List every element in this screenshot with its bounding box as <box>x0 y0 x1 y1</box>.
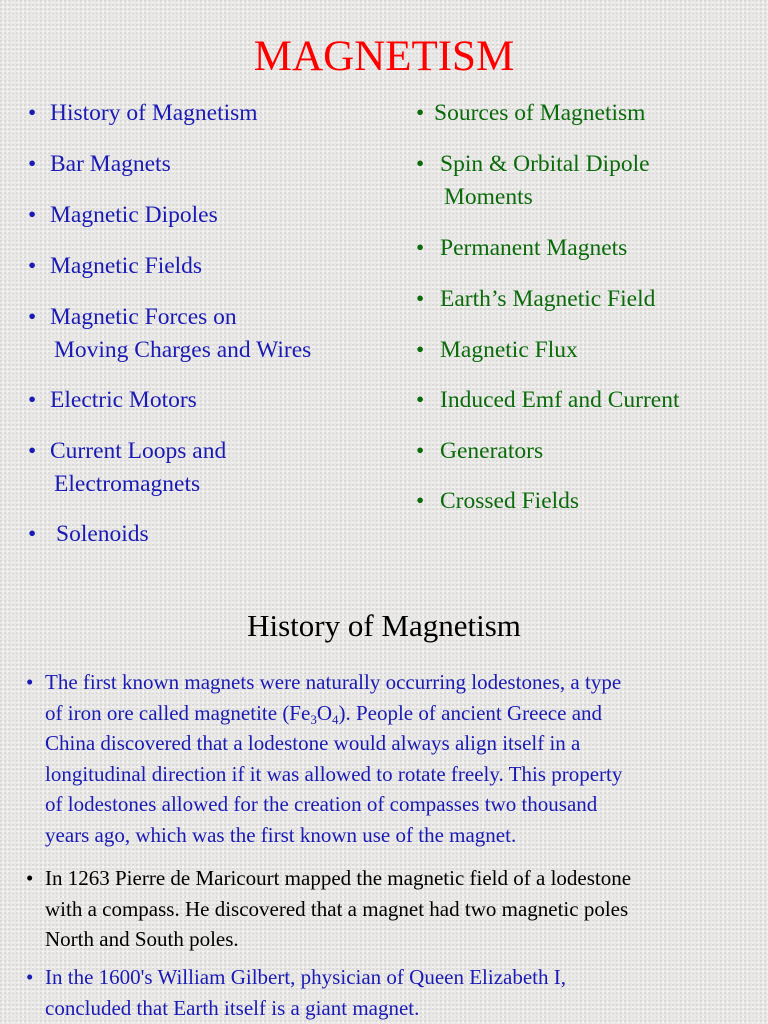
slide-history-of-magnetism <box>0 580 768 1024</box>
bullet: • <box>416 286 425 312</box>
topic-label: Electromagnets <box>54 471 201 497</box>
paragraph-line: years ago, which was the first known use of the magnet. <box>45 822 517 847</box>
topic-label: Bar Magnets <box>50 151 171 177</box>
paragraph-line: In the 1600's William Gilbert, physician of Queen Elizabeth I, <box>45 965 567 989</box>
text-run: of iron ore called magnetite (Fe <box>45 700 311 725</box>
bullet: • <box>26 965 34 989</box>
bullet: • <box>416 337 425 363</box>
bullet: • <box>416 151 425 177</box>
topic-label: Spin & Orbital Dipole <box>440 151 650 177</box>
bullet: • <box>26 866 34 890</box>
paragraph-line: North and South poles. <box>45 927 239 951</box>
paragraph-line: The first known magnets were naturally occurring lodestones, a type <box>45 670 622 694</box>
topic-label: History of Magnetism <box>50 100 258 126</box>
bullet: • <box>28 521 37 547</box>
topic-label: Magnetic Flux <box>440 337 578 363</box>
paragraph-line: concluded that Earth itself is a giant magnet. <box>45 995 420 1020</box>
bullet: • <box>28 100 37 126</box>
subscript: 4 <box>331 711 339 727</box>
paragraph-line: longitudinal direction if it was allowed to rotate freely. This property <box>45 761 623 786</box>
bullet: • <box>416 387 425 413</box>
slide-heading: History of Magnetism <box>247 608 521 643</box>
topic-label: Solenoids <box>56 521 149 547</box>
topic-label: Moments <box>444 184 533 210</box>
text-run: ). People of ancient Greece and <box>338 700 603 725</box>
paragraph-line: China discovered that a lodestone would always align itself in a <box>45 731 581 755</box>
bullet: • <box>28 304 37 330</box>
paragraph-line <box>45 698 765 729</box>
topic-label: Generators <box>440 438 544 464</box>
bullet: • <box>26 670 34 694</box>
topic-label: Permanent Magnets <box>440 235 628 261</box>
bullet: • <box>28 202 37 228</box>
topic-label: Crossed Fields <box>440 488 580 514</box>
text-run: O <box>316 700 332 725</box>
slide-title: MAGNETISM <box>253 33 515 80</box>
bullet: • <box>28 253 37 279</box>
bullet: • <box>416 488 425 514</box>
topic-label: Induced Emf and Current <box>440 387 680 413</box>
bullet: • <box>416 438 425 464</box>
topic-label: Electric Motors <box>50 387 197 413</box>
topic-label: Sources of Magnetism <box>434 100 646 126</box>
topic-label: Earth’s Magnetic Field <box>440 286 656 312</box>
topic-label: Current Loops and <box>50 438 227 464</box>
topic-label: Moving Charges and Wires <box>54 337 312 363</box>
topic-label: Magnetic Dipoles <box>50 202 218 228</box>
bullet: • <box>28 438 37 464</box>
bullet: • <box>28 151 37 177</box>
subscript: 3 <box>310 711 317 727</box>
bullet: • <box>416 100 425 126</box>
topic-label: Magnetic Forces on <box>50 304 237 330</box>
bullet: • <box>28 387 37 413</box>
bullet: • <box>416 235 425 261</box>
paragraph-line: In 1263 Pierre de Maricourt mapped the magnetic field of a lodestone <box>45 866 632 890</box>
topic-label: Magnetic Fields <box>50 253 203 279</box>
paragraph-line: with a compass. He discovered that a magnet had two magnetic poles <box>45 896 629 921</box>
paragraph-line: of lodestones allowed for the creation of compasses two thousand <box>45 792 598 816</box>
